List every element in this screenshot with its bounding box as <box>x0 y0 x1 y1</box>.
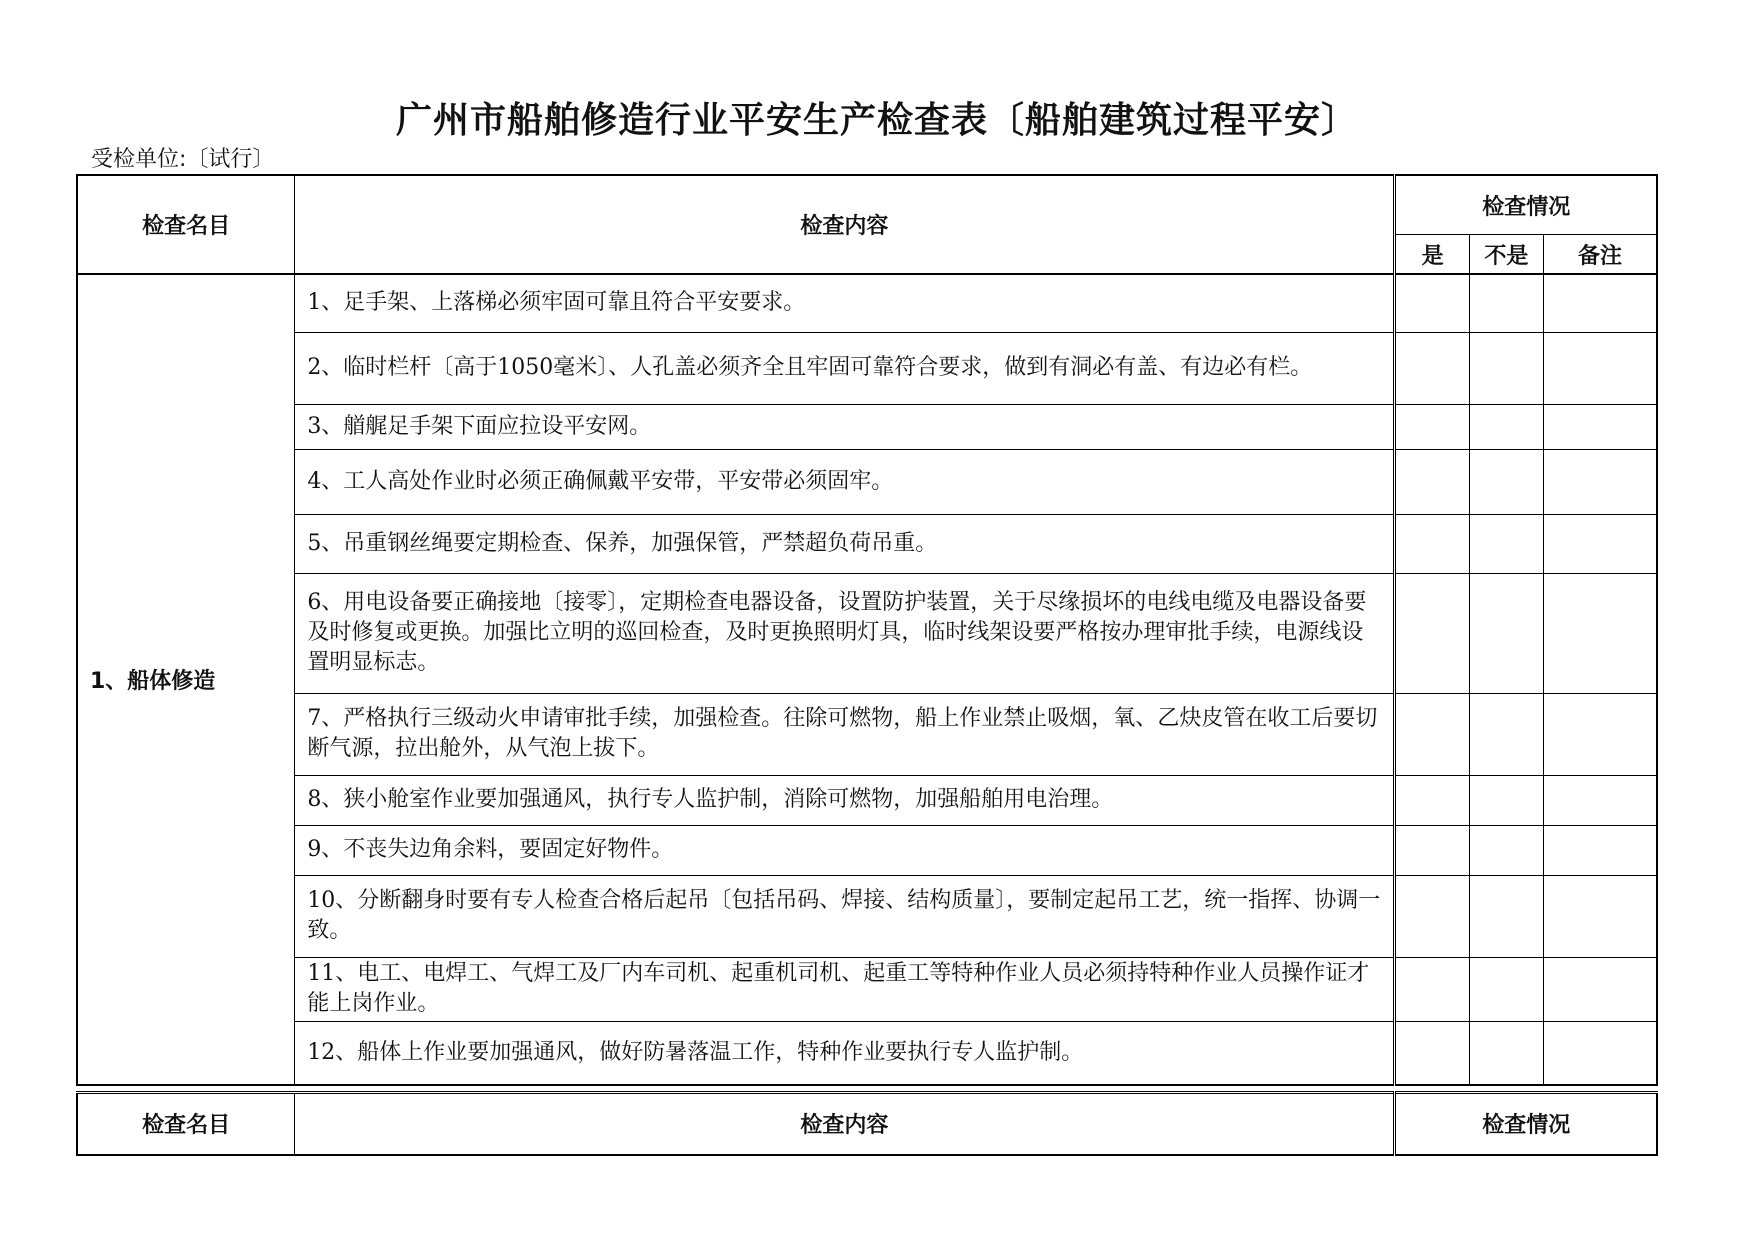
yes-cell[interactable] <box>1395 274 1469 332</box>
check-item: 4、工人高处作业时必须正确佩戴平安带，平安带必须固牢。 <box>295 449 1395 514</box>
footer-header-status: 检查情况 <box>1395 1093 1657 1155</box>
note-cell[interactable] <box>1544 1021 1657 1085</box>
no-cell[interactable] <box>1469 775 1543 825</box>
yes-cell[interactable] <box>1395 514 1469 573</box>
note-cell[interactable] <box>1544 404 1657 449</box>
yes-cell[interactable] <box>1395 693 1469 775</box>
header-yes: 是 <box>1395 235 1469 275</box>
footer-header-content: 检查内容 <box>295 1093 1395 1155</box>
no-cell[interactable] <box>1469 875 1543 957</box>
page-title: 广州市船舶修造行业平安生产检查表〔船舶建筑过程平安〕 <box>395 100 1358 141</box>
section-name: 1、船体修造 <box>77 274 295 1085</box>
check-item: 6、用电设备要正确接地〔接零〕，定期检查电器设备，设置防护装置，关于尽缘损坏的电线电缆及电器设备要及时修复或更换。加强比立明的巡回检查，及时更换照明灯具，临时线架设要严格按办理审批手续，电源线设置明显标志。 <box>295 573 1395 693</box>
yes-cell[interactable] <box>1395 957 1469 1021</box>
check-item: 11、电工、电焊工、气焊工及厂内车司机、起重机司机、起重工等特种作业人员必须持特种作业人员操作证才能上岗作业。 <box>295 957 1395 1021</box>
check-item: 1、足手架、上落梯必须牢固可靠且符合平安要求。 <box>295 274 1395 332</box>
note-cell[interactable] <box>1544 775 1657 825</box>
table-row <box>77 332 1657 404</box>
note-cell[interactable] <box>1544 514 1657 573</box>
check-item: 5、吊重钢丝绳要定期检查、保养，加强保管，严禁超负荷吊重。 <box>295 514 1395 573</box>
yes-cell[interactable] <box>1395 449 1469 514</box>
check-item: 12、船体上作业要加强通风，做好防暑落温工作，特种作业要执行专人监护制。 <box>295 1021 1395 1085</box>
note-cell[interactable] <box>1544 957 1657 1021</box>
checklist-table <box>76 174 1658 1086</box>
no-cell[interactable] <box>1469 332 1543 404</box>
check-item: 7、严格执行三级动火申请审批手续，加强检查。往除可燃物，船上作业禁止吸烟，氧、乙炔皮管在收工后要切断气源，拉出舱外，从气泡上拔下。 <box>295 693 1395 775</box>
table-row <box>77 1021 1657 1085</box>
table-row <box>77 693 1657 775</box>
no-cell[interactable] <box>1469 274 1543 332</box>
note-cell[interactable] <box>1544 875 1657 957</box>
table-row <box>77 449 1657 514</box>
table-row <box>77 875 1657 957</box>
note-cell[interactable] <box>1544 825 1657 875</box>
no-cell[interactable] <box>1469 573 1543 693</box>
check-item: 9、不丧失边角余料，要固定好物件。 <box>295 825 1395 875</box>
yes-cell[interactable] <box>1395 875 1469 957</box>
table-row <box>77 775 1657 825</box>
table-row <box>77 274 1657 332</box>
yes-cell[interactable] <box>1395 775 1469 825</box>
note-cell[interactable] <box>1544 449 1657 514</box>
no-cell[interactable] <box>1469 693 1543 775</box>
check-item: 3、艏艉足手架下面应拉设平安网。 <box>295 404 1395 449</box>
table-row <box>77 514 1657 573</box>
header-item-name: 检查名目 <box>77 175 295 274</box>
header-note: 备注 <box>1544 235 1657 275</box>
yes-cell[interactable] <box>1395 825 1469 875</box>
yes-cell[interactable] <box>1395 404 1469 449</box>
header-content: 检查内容 <box>295 175 1395 274</box>
footer-header-item-name: 检查名目 <box>77 1093 295 1155</box>
header-no: 不是 <box>1469 235 1543 275</box>
note-cell[interactable] <box>1544 693 1657 775</box>
no-cell[interactable] <box>1469 825 1543 875</box>
note-cell[interactable] <box>1544 332 1657 404</box>
table-row <box>77 825 1657 875</box>
table-row <box>77 957 1657 1021</box>
no-cell[interactable] <box>1469 514 1543 573</box>
note-cell[interactable] <box>1544 274 1657 332</box>
yes-cell[interactable] <box>1395 573 1469 693</box>
footer-header-table <box>76 1091 1658 1156</box>
yes-cell[interactable] <box>1395 332 1469 404</box>
note-cell[interactable] <box>1544 573 1657 693</box>
no-cell[interactable] <box>1469 1021 1543 1085</box>
check-item: 10、分断翻身时要有专人检查合格后起吊〔包括吊码、焊接、结构质量〕，要制定起吊工艺，统一指挥、协调一致。 <box>295 875 1395 957</box>
check-item: 2、临时栏杆〔高于1050毫米〕、人孔盖必须齐全且牢固可靠符合要求，做到有洞必有盖、有边必有栏。 <box>295 332 1395 404</box>
no-cell[interactable] <box>1469 449 1543 514</box>
check-item: 8、狭小舱室作业要加强通风，执行专人监护制，消除可燃物，加强船舶用电治理。 <box>295 775 1395 825</box>
yes-cell[interactable] <box>1395 1021 1469 1085</box>
inspected-unit-label: 受检单位:〔试行〕 <box>91 147 275 172</box>
header-status: 检查情况 <box>1395 175 1657 235</box>
no-cell[interactable] <box>1469 404 1543 449</box>
table-row <box>77 573 1657 693</box>
no-cell[interactable] <box>1469 957 1543 1021</box>
table-row <box>77 404 1657 449</box>
